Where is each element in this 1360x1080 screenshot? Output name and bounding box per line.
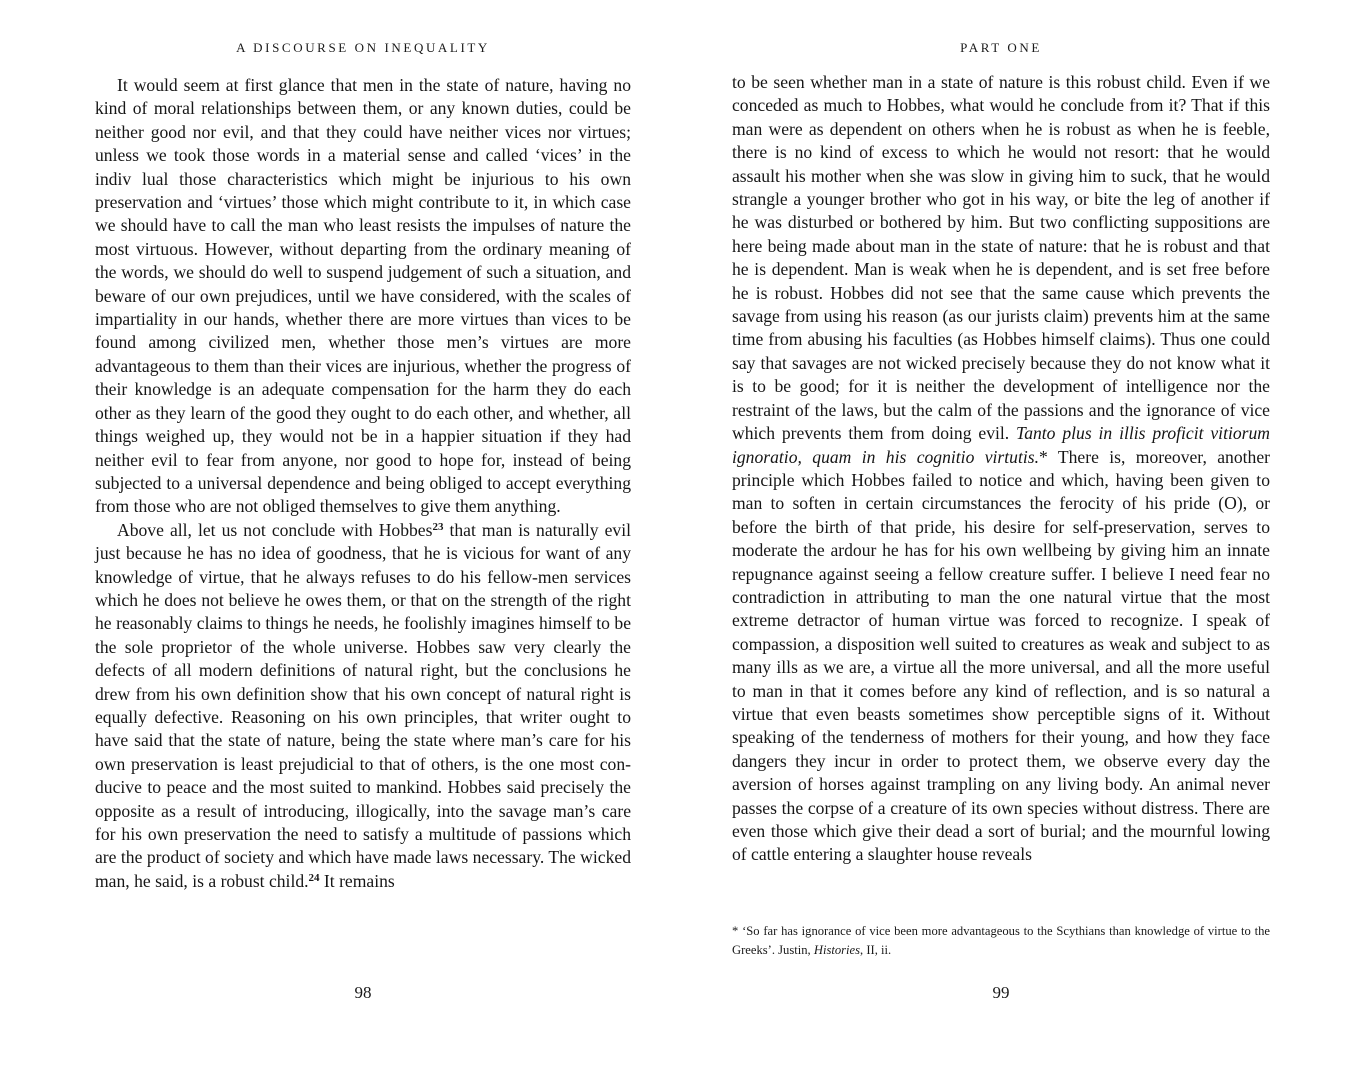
- right-body-text: [732, 71, 1270, 867]
- footnote-marker: *: [732, 924, 739, 938]
- page-number-right: 99: [992, 983, 1010, 1002]
- note-reference: 24: [308, 871, 320, 884]
- paragraph-hobbes: [95, 519, 631, 894]
- footnote-text: , II, ii.: [860, 943, 892, 957]
- running-head-right: PART ONE: [960, 40, 1042, 55]
- paragraph-continued: [732, 71, 1270, 867]
- footnote-work-title: Histories: [813, 943, 861, 957]
- footnote: [732, 922, 1270, 960]
- paragraph-text: to be seen whether man in a state of nature is this robust child. Even if we conceded as much to Hobbes, what would he conclude from it? That if this man were as dependent on others when he is robust as when he is feeble, there is no kind of excess to which he would not resort: that he would assault his mother when she was slow in giving him to suck, that he would strangle a younger brother who got in his way, or bite the leg of another if he was disturbed or bothered by him. But two conflicting suppositions are here being made about man in the state of nature: that he is robust and that he is dependent. Man is weak when he is dependent, and is set free before he is robust. Hobbes did not see that the same cause which prevents the savage from using his reason (as our jurists claim) prevents him at the same time from abusing his faculties (as Hobbes himself claims). Thus one could say that savages are not wicked precisely because they do not know what it is to be good; for it is neither the development of intelligence nor the restraint of the laws, but the calm of the passions and the ignorance of vice which prevents them from doing evil.: [732, 72, 1270, 444]
- left-body-text: [95, 74, 631, 893]
- footnote-text: ‘So far has ignorance of vice been more advantageous to the Scythians than knowledge of virtue to the Greeks’. Justin,: [732, 924, 1270, 957]
- left-page: [95, 0, 631, 1080]
- page-number-left: 98: [354, 983, 372, 1002]
- paragraph-text: It remains: [319, 870, 395, 891]
- note-reference: 23: [432, 520, 444, 533]
- paragraph-text: that man is naturally evil just because he has no idea of goodness, that he is vicious for want of any knowledge of virtue, that he always refuses to do his fellow-men services which he does not believe he owes them, or that on the strength of the right he reasonably claims to things he needs, he foolishly imagines himself to be the sole proprietor of the whole universe. Hobbes saw very clearly the defects of all modern definitions of natural right, but the conclusions he drew from his own definition show that his own concept of natural right is equally defective. Reasoning on his own principles, that writer ought to have said that the state of nature, being the state where man’s care for his own preservation is least prejudicial to that of others, is the one most conducive to peace and the most suited to mankind. Hobbes said precisely the opposite as a result of introducing, illogically, into the savage man’s care for his own preservation the need to satisfy a multitude of passions which are the product of society and which have made laws necessary. The wicked man, he said, is a robust child.: [95, 519, 631, 891]
- running-head-left: A DISCOURSE ON INEQUALITY: [236, 40, 490, 55]
- paragraph-state-of-nature: It would seem at first glance that men in the state of nature, having no kind of moral relationships between them, or any known duties, could be neither good nor evil, and that they could have neither vices nor virtues; unless we took those words in a material sense and called ‘vices’ in the indiv lual those characteristics which might be injurious to his own preservation and ‘virtues’ those which might contribute to it, in which case we should have to call the man who least resists the impulses of nature the most virtuous. However, without departing from the ordinary meaning of the words, we should do well to suspend judgement of such a situation, and beware of our own prejudices, until we have considered, with the scales of impartiality in our hands, whether there are more virtues than vices to be found among civilized men, whether those men’s virtues are more advantageous to them than their vices are injurious, whether the progress of their knowledge is an adequate compensation for the harm they do each other as they learn of the good they ought to do each other, and whether, all things weighed up, they would not be in a happier situation if they had neither evil to fear from anyone, nor good to hope for, instead of being subjected to a universal dependence and being obliged to accept everything from those who are not obliged themselves to give them anything.: [95, 75, 631, 517]
- latin-quotation: Tanto plus in illis proficit vitiorum ignoratio, quam in his cognitio virtutis.: [732, 423, 1270, 467]
- footnote-marker: *: [1039, 446, 1048, 467]
- right-page: [732, 0, 1270, 1080]
- paragraph-text: Above all, let us not conclude with Hobbes: [117, 519, 433, 540]
- paragraph-text: There is, moreover, another principle which Hobbes failed to notice and which, having been given to man to soften in certain circumstances the ferocity of his pride (O), or before the birth of that pride, his desire for self-preservation, serves to moderate the ardour he has for his own wellbeing by giving him an innate repugnance against seeing a fellow creature suffer. I believe I need fear no contradiction in attributing to man the one natural virtue that the most extreme detractor of human virtue was forced to recognize. I speak of compassion, a disposition well suited to creatures as weak and subject to as many ills as we are, a virtue all the more universal, and all the more useful to man in that it comes before any kind of reflection, and is so natural a virtue that even beasts sometimes show perceptible signs of it. Without speaking of the tenderness of mothers for their young, and how they face dangers they incur in order to protect them, we observe every day the aversion of horses against trampling on any living body. An animal never passes the corpse of a creature of its own species without distress. There are even those which give their dead a sort of burial; and the mournful lowing of cattle entering a slaughter house reveals: [732, 446, 1270, 865]
